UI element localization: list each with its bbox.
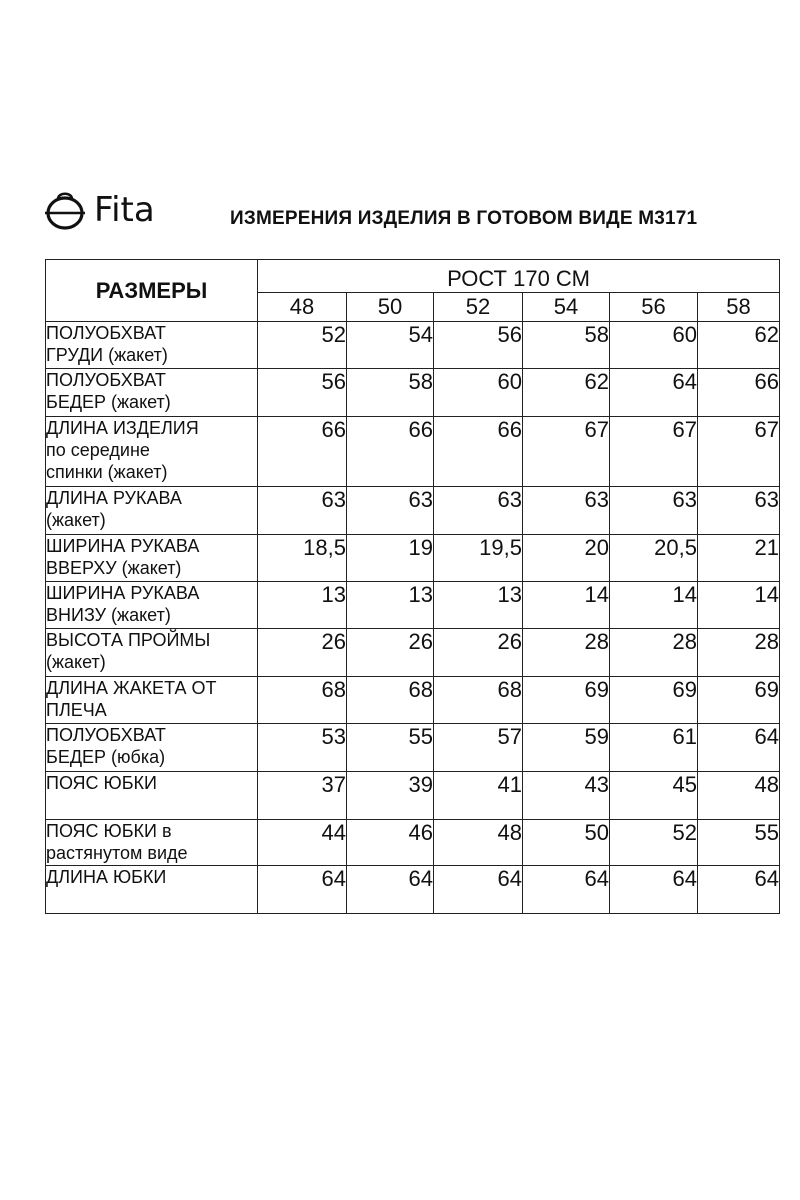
measurement-label: [46, 629, 258, 677]
size-column-header: 50: [347, 293, 434, 322]
table-row: [46, 677, 780, 724]
size-column-header: 48: [258, 293, 347, 322]
measurement-value: 37: [258, 772, 347, 820]
measurement-value: 68: [258, 677, 347, 724]
size-column-header: 56: [610, 293, 698, 322]
measurement-value: 56: [434, 322, 523, 369]
size-column-header: 52: [434, 293, 523, 322]
measurement-value: 64: [698, 724, 780, 772]
measurement-label: [46, 724, 258, 772]
measurement-label-line: ВВЕРХУ (жакет): [46, 558, 182, 578]
measurement-label-line: ПОЯС ЮБКИ в: [46, 821, 172, 841]
measurement-label-line: ДЛИНА ИЗДЕЛИЯ: [46, 418, 199, 438]
measurement-value: 64: [434, 866, 523, 914]
table-row: [46, 866, 780, 914]
measurement-value: 69: [698, 677, 780, 724]
measurement-value: 14: [610, 582, 698, 629]
measurement-label: [46, 417, 258, 487]
measurement-label: [46, 322, 258, 369]
measurement-label: [46, 866, 258, 914]
measurement-label-line: ГРУДИ (жакет): [46, 345, 168, 365]
measurement-value: 21: [698, 535, 780, 582]
brand-name: Fita: [94, 190, 155, 230]
measurement-value: 62: [698, 322, 780, 369]
measurement-value: 59: [523, 724, 610, 772]
measurement-value: 48: [698, 772, 780, 820]
measurement-value: 64: [347, 866, 434, 914]
measurement-value: 55: [698, 820, 780, 866]
measurement-label-line: ШИРИНА РУКАВА: [46, 583, 200, 603]
measurement-value: 28: [610, 629, 698, 677]
measurement-value: 57: [434, 724, 523, 772]
measurement-value: 13: [347, 582, 434, 629]
measurement-value: 14: [698, 582, 780, 629]
measurement-value: 26: [347, 629, 434, 677]
table-row: [46, 535, 780, 582]
measurement-value: 64: [610, 866, 698, 914]
measurement-value: 68: [434, 677, 523, 724]
measurement-label-line: ПЛЕЧА: [46, 700, 107, 720]
measurement-value: 56: [258, 369, 347, 417]
measurement-value: 28: [523, 629, 610, 677]
measurement-value: 60: [610, 322, 698, 369]
measurement-label-line: ВЫСОТА ПРОЙМЫ: [46, 630, 211, 650]
measurement-value: 39: [347, 772, 434, 820]
size-column-header: 54: [523, 293, 610, 322]
measurement-value: 19,5: [434, 535, 523, 582]
measurement-value: 63: [347, 487, 434, 535]
measurement-label: [46, 772, 258, 820]
measurement-value: 67: [610, 417, 698, 487]
measurement-value: 46: [347, 820, 434, 866]
table-row: [46, 369, 780, 417]
measurement-value: 69: [523, 677, 610, 724]
height-header: РОСТ 170 СМ: [258, 260, 780, 293]
measurement-value: 64: [698, 866, 780, 914]
table-row: [46, 417, 780, 487]
measurement-label: [46, 487, 258, 535]
measurement-value: 45: [610, 772, 698, 820]
measurement-value: 63: [698, 487, 780, 535]
measurement-label-line: ПОЛУОБХВАТ: [46, 323, 166, 343]
measurement-value: 66: [258, 417, 347, 487]
measurement-value: 44: [258, 820, 347, 866]
measurement-label-line: ДЛИНА ЮБКИ: [46, 867, 167, 887]
document-title: ИЗМЕРЕНИЯ ИЗДЕЛИЯ В ГОТОВОМ ВИДЕ М3171: [230, 208, 698, 229]
measurement-value: 13: [258, 582, 347, 629]
measurement-label-line: (жакет): [46, 510, 106, 530]
measurement-label-line: растянутом виде: [46, 843, 188, 863]
measurement-value: 58: [347, 369, 434, 417]
measurement-value: 64: [258, 866, 347, 914]
measurement-value: 66: [434, 417, 523, 487]
table-row: [46, 582, 780, 629]
measurement-value: 64: [610, 369, 698, 417]
sizes-header: РАЗМЕРЫ: [46, 260, 258, 322]
measurement-value: 26: [258, 629, 347, 677]
table-row: [46, 820, 780, 866]
measurement-value: 63: [434, 487, 523, 535]
measurement-value: 50: [523, 820, 610, 866]
size-column-header: 58: [698, 293, 780, 322]
table-row: [46, 322, 780, 369]
measurement-value: 66: [698, 369, 780, 417]
measurement-value: 52: [258, 322, 347, 369]
measurement-label-line: по середине: [46, 440, 150, 460]
measurement-label-line: БЕДЕР (юбка): [46, 747, 166, 767]
measurement-value: 28: [698, 629, 780, 677]
measurement-label: [46, 535, 258, 582]
measurement-value: 13: [434, 582, 523, 629]
measurement-value: 60: [434, 369, 523, 417]
measurement-label: [46, 369, 258, 417]
measurement-value: 58: [523, 322, 610, 369]
measurement-value: 68: [347, 677, 434, 724]
measurement-value: 18,5: [258, 535, 347, 582]
measurement-value: 26: [434, 629, 523, 677]
measurement-rows: [46, 322, 780, 914]
measurement-value: 20,5: [610, 535, 698, 582]
measurement-value: 14: [523, 582, 610, 629]
measurement-label-line: ПОЯС ЮБКИ: [46, 773, 157, 793]
measurement-value: 63: [523, 487, 610, 535]
measurement-label-line: ПОЛУОБХВАТ: [46, 725, 166, 745]
size-chart-table: [45, 259, 780, 914]
measurement-value: 55: [347, 724, 434, 772]
measurement-value: 19: [347, 535, 434, 582]
measurement-value: 43: [523, 772, 610, 820]
measurement-label-line: ВНИЗУ (жакет): [46, 605, 171, 625]
table-row: [46, 724, 780, 772]
measurement-value: 54: [347, 322, 434, 369]
brand-logo: [44, 190, 155, 230]
measurement-value: 53: [258, 724, 347, 772]
measurement-label-line: БЕДЕР (жакет): [46, 392, 171, 412]
measurement-value: 69: [610, 677, 698, 724]
table-row: [46, 487, 780, 535]
measurement-value: 63: [610, 487, 698, 535]
measurement-label-line: ПОЛУОБХВАТ: [46, 370, 166, 390]
measurement-value: 20: [523, 535, 610, 582]
measurement-label-line: (жакет): [46, 652, 106, 672]
measurement-label-line: ДЛИНА РУКАВА: [46, 488, 182, 508]
measurement-value: 63: [258, 487, 347, 535]
measurement-label: [46, 677, 258, 724]
table-row: [46, 629, 780, 677]
measurement-value: 61: [610, 724, 698, 772]
measurement-value: 41: [434, 772, 523, 820]
measurement-label-line: спинки (жакет): [46, 462, 168, 482]
measurement-label: [46, 582, 258, 629]
measurement-value: 64: [523, 866, 610, 914]
measurement-value: 48: [434, 820, 523, 866]
fita-logo-icon: [44, 190, 86, 230]
measurement-value: 67: [523, 417, 610, 487]
measurement-value: 66: [347, 417, 434, 487]
table-row: [46, 772, 780, 820]
measurement-value: 62: [523, 369, 610, 417]
measurement-label-line: ДЛИНА ЖАКЕТА ОТ: [46, 678, 217, 698]
measurement-label-line: ШИРИНА РУКАВА: [46, 536, 200, 556]
measurement-value: 67: [698, 417, 780, 487]
measurement-value: 52: [610, 820, 698, 866]
measurement-label: [46, 820, 258, 866]
